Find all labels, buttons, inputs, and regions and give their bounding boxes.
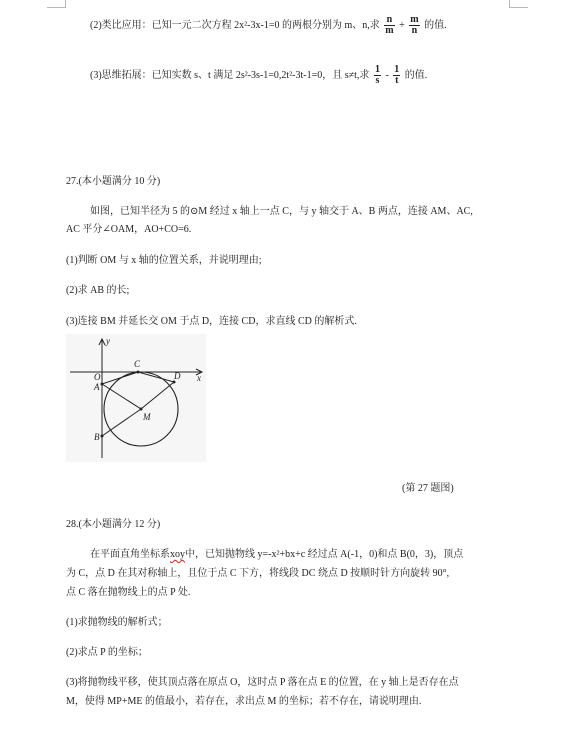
label-b: B <box>94 432 100 442</box>
point-m <box>140 408 143 411</box>
q28-part3-line1: (3)将抛物线平移，使其顶点落在原点 O，这时点 P 落在点 E 的位置，在 y 轴上是否存在点 <box>66 677 459 688</box>
label-m: M <box>143 412 151 422</box>
q27-stem-line2: AC 平分∠OAM，AO+CO=6. <box>66 224 192 235</box>
frac-denominator: s <box>375 75 380 86</box>
q28-stem-line3: 点 C 落在抛物线上的点 P 处. <box>66 587 191 598</box>
q26-part2-tail: 的值. <box>424 19 447 31</box>
q28-header: 28.(本小题满分 12 分) <box>66 519 161 530</box>
fraction-m-over-n <box>409 15 419 36</box>
label-c: C <box>134 359 141 369</box>
fraction-1-over-s <box>374 65 381 86</box>
q26-part2 <box>90 15 447 36</box>
point-a <box>101 383 104 386</box>
q27-stem-line1: 如图，已知半径为 5 的⊙M 经过 x 轴上一点 C，与 y 轴交于 A、B 两点，连接 AM、AC, <box>90 206 473 217</box>
label-x: x <box>197 373 201 383</box>
frac-denominator: t <box>395 75 399 86</box>
q27-part2: (2)求 AB 的长; <box>66 285 130 296</box>
minus-sign: - <box>385 69 389 81</box>
fraction-1-over-t <box>393 65 400 86</box>
frac-numerator: m <box>410 14 419 25</box>
corner-mark-right-horizontal <box>509 7 528 8</box>
frac-denominator: n <box>411 25 418 36</box>
label-o: O <box>94 372 101 382</box>
label-y: y <box>106 336 110 346</box>
frac-numerator: 1 <box>374 64 380 75</box>
frac-numerator: n <box>384 15 394 26</box>
label-a: A <box>94 382 100 392</box>
frac-numerator: 1 <box>394 64 400 75</box>
q27-figure-caption: (第 27 题图) <box>402 483 454 494</box>
xoy-underlined: xoy <box>170 549 185 560</box>
figure-background <box>66 334 206 462</box>
q28-part2: (2)求点 P 的坐标； <box>66 647 148 658</box>
point-b <box>101 435 104 438</box>
q28-stem-line1 <box>90 548 463 562</box>
q26-part3 <box>90 65 427 86</box>
point-c <box>137 371 140 374</box>
q28-stem-line2: 为 C，点 D 在其对称轴上，且位于点 C 下方，将线段 DC 绕点 D 按顺时针方向旋转 90°, <box>66 568 450 579</box>
q28-stem-line1-pre: 在平面直角坐标系 <box>90 549 170 560</box>
corner-mark-left-horizontal <box>47 7 66 8</box>
label-d: D <box>174 371 181 381</box>
q27-geometry-figure <box>66 334 206 462</box>
q28-part1: (1)求抛物线的解析式； <box>66 617 168 628</box>
q26-part3-tail: 的值. <box>404 69 428 81</box>
plus-sign: + <box>399 19 405 31</box>
q26-part3-text: (3)思维拓展：已知实数 s、t 满足 2s²-3s-1=0,2t²-3t-1=0，且 s≠t,求 <box>90 69 370 81</box>
q27-part1: (1)判断 OM 与 x 轴的位置关系，并说明理由; <box>66 255 262 266</box>
fraction-n-over-m <box>384 15 394 36</box>
q28-stem-line1-post: 中，已知抛物线 y=-x²+bx+c 经过点 A(-1，0)和点 B(0，3)，顶点 <box>185 549 464 560</box>
q26-part2-text: (2)类比应用：已知一元二次方程 2x²-3x-1=0 的两根分别为 m、n,求 <box>90 19 380 31</box>
frac-denominator: m <box>385 25 394 36</box>
q28-part3-line2: M，使得 MP+ME 的值最小，若存在，求出点 M 的坐标；若不存在，请说明理由. <box>66 696 422 707</box>
q27-header: 27.(本小题满分 10 分) <box>66 176 161 187</box>
q27-part3: (3)连接 BM 并延长交 OM 于点 D，连接 CD，求直线 CD 的解析式. <box>66 316 357 327</box>
